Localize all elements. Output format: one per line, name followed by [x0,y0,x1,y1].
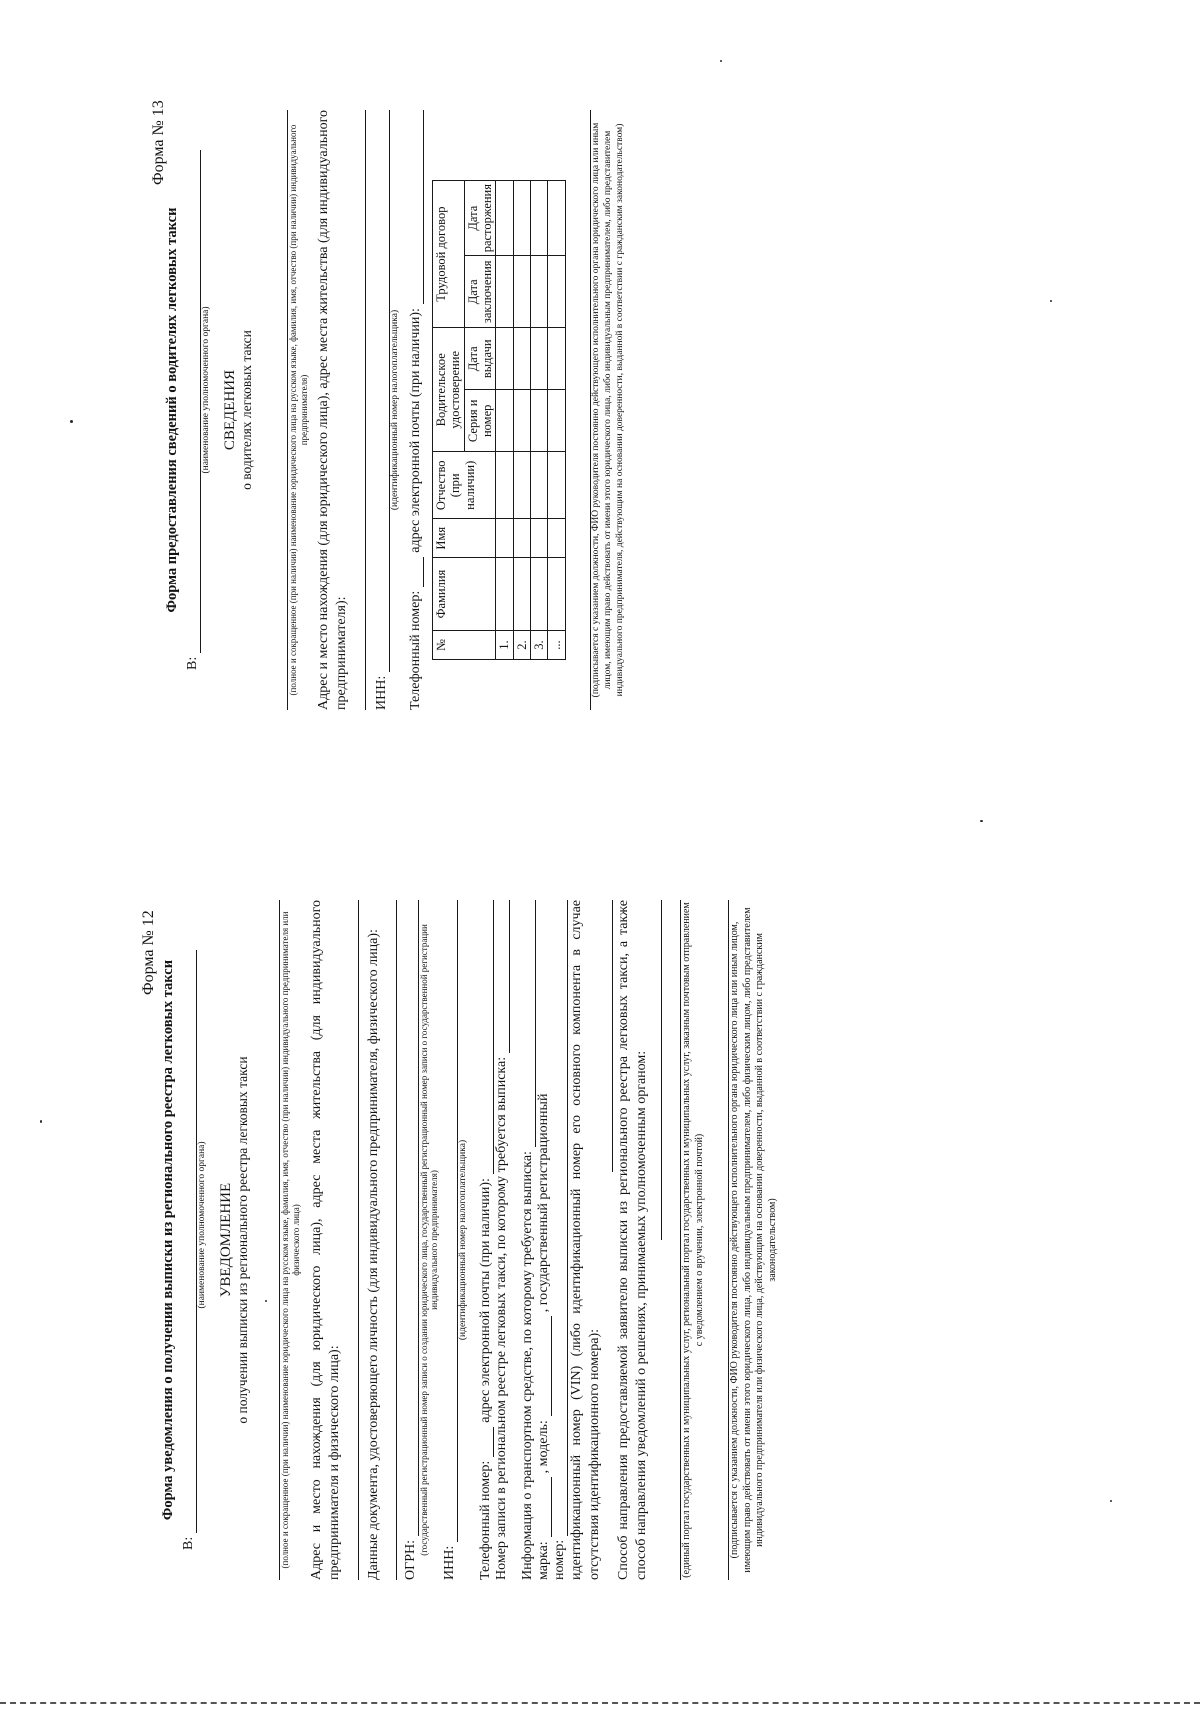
form-12-signature-field[interactable] [714,900,729,1580]
form-12-vin-field[interactable] [604,900,613,1172]
form-12-vehicle-field[interactable] [521,900,536,1147]
row-number: 3. [531,631,548,660]
form-12-inn-row [442,900,458,1580]
col-number: № [432,631,496,660]
form-13-phone-label: Телефонный номер: [407,590,423,710]
form-12-ogrn-caption: (государственный регистрационный номер записи о создании юридического лица, государственный регистрационный номер записи о государственной регистрации индивидуального предпринимателя) [418,924,440,1556]
form-13-inn-row [374,110,390,710]
form-12-name-caption: (полное и сокращенное (при наличии) наименование юридического лица на русском языке, фамилия, имя, отчество (при наличии) индивидуального предпринимателя или физического лица) [280,911,302,1569]
row-number: ... [548,631,565,660]
form-12-record-label: Номер записи в региональном реестре легковых такси, по которому требуется выписка: [493,1056,509,1580]
form-12-name-field[interactable] [263,900,280,1580]
form-13-address-label: Адрес и место нахождения (для юридического лица), адрес места жительства (для индивидуального предпринимателя): [315,110,350,710]
form-12-ogrn-row [403,900,419,1580]
form-13-signature-caption: (подписывается с указанием должности, ФИО руководителя постоянно действующего исполнительного органа юридического лица или иным лицом, имеющим право действовать от имени этого юридического лица, либо индивидуальным предпринимателем, либо представителем индивидуального предпринимателя, действующим на основании доверенности, выданной в соответствии с гражданским законодательством) [590,122,625,698]
scan-speck [70,420,73,423]
form-12-method-field[interactable] [651,900,662,1240]
form-13-contact-row [408,110,424,710]
form-12-recipient-caption: (наименование уполномоченного органа) [197,1141,207,1309]
col-patronymic: Отчество (при наличии) [432,452,496,519]
form-12-title: Форма уведомления о получении выписки из регионального реестра легковых такси [160,959,176,1521]
form-12-contact-row [478,900,494,1580]
col-contract-date: Дата заключения [464,256,496,328]
scan-speck [1050,300,1052,302]
form-12-address-label: Адрес и место нахождения (для юридического лица), адрес места жительства (для индивидуального предпринимателя и физического лица): [308,900,343,1580]
form-12-address-field[interactable] [344,900,359,1580]
group-driver-license: Водительское удостоверение [432,328,464,452]
form-12 [140,900,860,1580]
form-13 [150,90,625,730]
table-row [548,181,565,660]
form-13-address-field[interactable] [351,110,366,710]
form-13-inn-label: ИНН: [374,675,390,710]
form-12-vehicle-label: Информация о транспортном средстве, по которому требуется выписка: [519,1151,535,1580]
form-12-heading: УВЕДОМЛЕНИЕ [218,1182,235,1298]
form-12-model-field[interactable] [537,1316,552,1416]
form-12-method-choice-field[interactable] [666,900,681,1580]
form-12-brand-field[interactable] [537,1477,552,1537]
form-13-number: Форма № 13 [150,100,167,185]
form-12-inn-field[interactable] [443,900,458,1542]
form-12-reg-number-field[interactable] [553,900,568,1536]
form-13-to-label: В: [185,656,200,670]
form-12-email-label: адрес электронной почты (при наличии): [477,1178,493,1423]
scan-speck [980,820,983,822]
form-12-email-field[interactable] [479,900,494,1174]
form-12-method-caption: (единый портал государственных и муниципальных услуг, региональный портал государственных и муниципальных услуг, заказным почтовым отправлением с уведомлением о вручении, электронной почтой) [681,902,705,1578]
form-12-id-document-label: Данные документа, удостоверяющего личность (для индивидуального предпринимателя, физического лица): [366,929,382,1580]
form-13-heading: СВЕДЕНИЯ [222,369,239,451]
form-12-number-label: номер: [551,1539,567,1580]
form-12-phone-field[interactable] [479,1427,494,1457]
form-12-recipient-row [181,950,197,1550]
table-row [531,181,548,660]
form-13-inn-caption: (идентификационный номер налогоплательщика) [390,309,401,511]
form-12-record-field[interactable] [495,900,510,1053]
form-12-to-label: В: [181,1536,196,1550]
form-12-subheading: о получении выписки из регионального реестра легковых такси [235,1056,251,1424]
form-12-id-document-field[interactable] [384,900,397,1580]
form-12-inn-label: ИНН: [442,1545,458,1580]
form-13-recipient-field[interactable] [186,150,201,653]
form-13-recipient-caption: (наименование уполномоченного органа) [201,306,211,474]
form-12-vehicle-row [520,900,536,1580]
form-12-ogrn-label: ОГРН: [402,1540,418,1580]
group-employment-contract: Трудовой договор [432,181,464,328]
col-license-series: Серия и номер [464,390,496,452]
form-12-signature-caption: (подписывается с указанием должности, ФИО руководителя постоянно действующего исполнительного органа юридического лица или иным лицом, имеющим право действовать от имени этого юридического лица, либо индивидуальным предпринимателем, либо физическим лицом, либо представителем индивидуального предпринимателя или физического лица, действующим на основании доверенности, выданной в соответствии с гражданским законодательством) [729,907,778,1573]
form-12-ogrn-field[interactable] [404,900,419,1536]
col-license-issue-date: Дата выдачи [464,328,496,390]
form-12-brand-label: марка: [535,1541,551,1580]
form-13-subheading: о водителях легковых такси [239,330,255,490]
form-13-email-label: адрес электронной почты (при наличии): [407,308,423,553]
col-termination-date: Дата расторжения [464,181,496,256]
table-row [496,181,513,660]
table-row [513,181,530,660]
scan-speck [265,1300,267,1302]
form-12-vin-label: идентификационный номер (VIN) (либо идентификационный номер его основного компонента в случае отсутствия идентификационного номера): [568,900,602,1580]
form-13-title: Форма предоставления сведений о водителях легковых такси [164,207,180,613]
scan-speck [40,1120,42,1123]
form-12-reg-label: , государственный регистрационный [535,1093,551,1313]
form-13-signature-field[interactable] [576,110,591,710]
form-12-model-label: , модель: [535,1420,551,1474]
row-number: 1. [496,631,513,660]
form-12-record-row [494,900,510,1580]
form-12-inn-caption: (идентификационный номер налогоплательщика) [458,1139,469,1341]
form-13-name-field[interactable] [269,110,288,710]
col-surname: Фамилия [432,558,496,631]
form-12-number: Форма № 12 [140,910,157,995]
scan-speck [1110,1500,1112,1502]
form-12-phone-label: Телефонный номер: [477,1460,493,1580]
drivers-table [432,180,566,660]
form-13-email-field[interactable] [409,110,424,304]
scan-speck [720,60,722,62]
form-13-inn-field[interactable] [375,110,390,672]
form-13-recipient-row [185,150,201,670]
form-12-recipient-field[interactable] [182,950,197,1533]
form-13-phone-field[interactable] [409,557,424,587]
row-number: 2. [513,631,530,660]
form-12-method-label: Способ направления предоставляемой заявителю выписки из регионального реестра легковых такси, а также способ направления уведомлений о решениях, принимаемых уполномоченным органом: [615,900,650,1580]
form-13-name-caption: (полное и сокращенное (при наличии) наименование юридического лица на русском языке, фамилия, имя, отчество (при наличии) индивидуального предпринимателя) [288,124,310,696]
col-name: Имя [432,519,496,558]
form-12-reg-number-row [552,900,568,1580]
scan-edge [0,1702,1200,1704]
form-12-brand-model-row [536,900,552,1580]
